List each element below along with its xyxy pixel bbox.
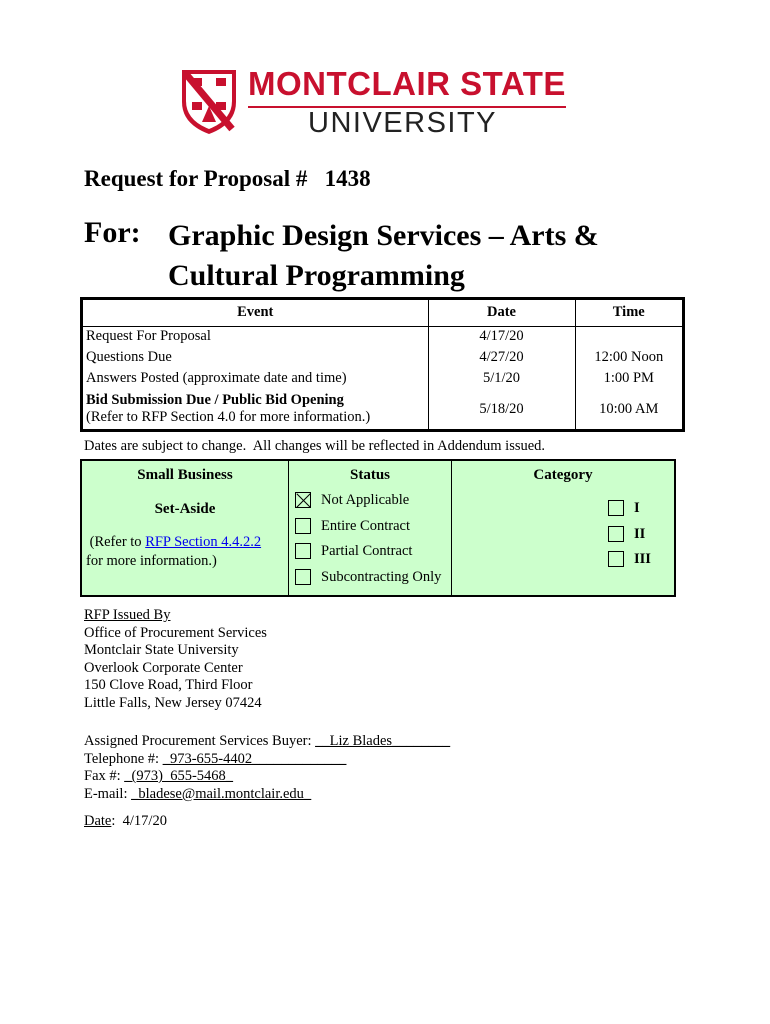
table-row [83, 347, 682, 368]
fax-line [84, 768, 450, 786]
date-value: : 4/17/20 [111, 813, 167, 829]
status-heading: Status [349, 467, 390, 483]
event-header: Event [83, 300, 428, 326]
table-row [83, 389, 682, 429]
event-cell: Answers Posted (approximate date and time) [86, 370, 347, 386]
category-option[interactable] [608, 498, 640, 518]
buyer-line [84, 733, 450, 751]
table-row [83, 368, 682, 389]
schedule-header-row [83, 300, 682, 326]
date-cell: 5/1/20 [428, 368, 575, 389]
checkbox-icon[interactable] [608, 500, 624, 516]
status-label: Not Applicable [321, 491, 410, 508]
address-line: Little Falls, New Jersey 07424 [84, 694, 262, 711]
time-cell: 1:00 PM [575, 368, 682, 389]
email-label: E-mail: [84, 785, 132, 802]
date-cell: 5/18/20 [428, 389, 575, 429]
time-cell [575, 326, 682, 347]
status-label: Entire Contract [321, 517, 410, 534]
category-label: II [634, 525, 646, 542]
buyer-label: Assigned Procurement Services Buyer: [84, 733, 316, 749]
set-aside-box [80, 459, 676, 597]
fax-label: Fax #: [84, 768, 125, 784]
table-row [83, 326, 682, 347]
event-cell [83, 389, 428, 429]
category-label: III [634, 550, 651, 567]
category-column [452, 461, 674, 595]
event-cell: Request For Proposal [86, 328, 211, 345]
university-logo [180, 66, 570, 140]
dates-note: Dates are subject to change. All changes will be reflected in Addendum issued. [84, 438, 546, 454]
buyer-value: __Liz Blades________ [315, 733, 451, 749]
address-line: 150 Clove Road, Third Floor [84, 677, 253, 693]
issued-by-heading: RFP Issued By [84, 607, 171, 623]
status-column [288, 461, 452, 595]
small-business-column [82, 461, 288, 595]
checkbox-icon[interactable] [295, 518, 311, 534]
event-cell: Questions Due [86, 349, 172, 365]
address-line: Montclair State University [84, 642, 239, 658]
logo-name: MONTCLAIR STATE [248, 65, 566, 102]
rfp-number-title: Request for Proposal # 1438 [84, 166, 371, 191]
set-aside-reference [82, 533, 282, 571]
contact-block [84, 733, 450, 803]
phone-line [84, 751, 450, 769]
fax-value: _(973) 655-5468_ [124, 768, 234, 784]
category-heading: Category [533, 467, 593, 483]
shield-icon [180, 66, 238, 136]
logo-subtitle: UNIVERSITY [308, 107, 498, 139]
date-header: Date [428, 300, 575, 326]
for-label: For: [84, 216, 141, 249]
status-label: Subcontracting Only [321, 568, 442, 585]
small-business-heading: Small Business [137, 467, 233, 483]
bid-event-title: Bid Submission Due / Public Bid Opening [86, 392, 344, 408]
email-value[interactable]: _bladese@mail.montclair.edu_ [131, 785, 312, 802]
status-option[interactable] [295, 490, 409, 510]
checkbox-icon[interactable] [608, 551, 624, 567]
project-title: Graphic Design Services – Arts & Cultural Programming [168, 219, 599, 292]
category-option[interactable] [608, 549, 651, 569]
schedule-table [80, 297, 685, 432]
checkbox-checked-icon[interactable] [295, 492, 311, 508]
refer-suffix: for more information.) [86, 553, 217, 569]
time-cell: 12:00 Noon [575, 347, 682, 368]
phone-label: Telephone #: [84, 750, 163, 767]
date-cell: 4/17/20 [428, 326, 575, 347]
checkbox-icon[interactable] [295, 569, 311, 585]
rfp-section-link[interactable]: RFP Section 4.4.2.2 [145, 534, 262, 550]
address-line: Overlook Corporate Center [84, 659, 243, 676]
status-option[interactable] [295, 541, 412, 561]
status-label: Partial Contract [321, 542, 413, 559]
set-aside-heading: Set-Aside [154, 501, 216, 517]
bid-event-note: (Refer to RFP Section 4.0 for more information.) [86, 409, 371, 425]
status-option[interactable] [295, 516, 410, 536]
date-label: Date [84, 813, 112, 829]
issue-date-line [84, 813, 167, 830]
time-cell: 10:00 AM [575, 389, 682, 429]
refer-prefix: (Refer to [86, 534, 146, 550]
checkbox-icon[interactable] [608, 526, 624, 542]
issued-by-block [84, 607, 267, 712]
date-cell: 4/27/20 [428, 347, 575, 368]
checkbox-icon[interactable] [295, 543, 311, 559]
email-line [84, 786, 450, 804]
phone-value: _973-655-4402_____________ [162, 750, 347, 767]
address-line: Office of Procurement Services [84, 624, 267, 641]
status-option[interactable] [295, 567, 441, 587]
category-option[interactable] [608, 524, 645, 544]
category-label: I [634, 499, 640, 516]
time-header: Time [575, 300, 682, 326]
